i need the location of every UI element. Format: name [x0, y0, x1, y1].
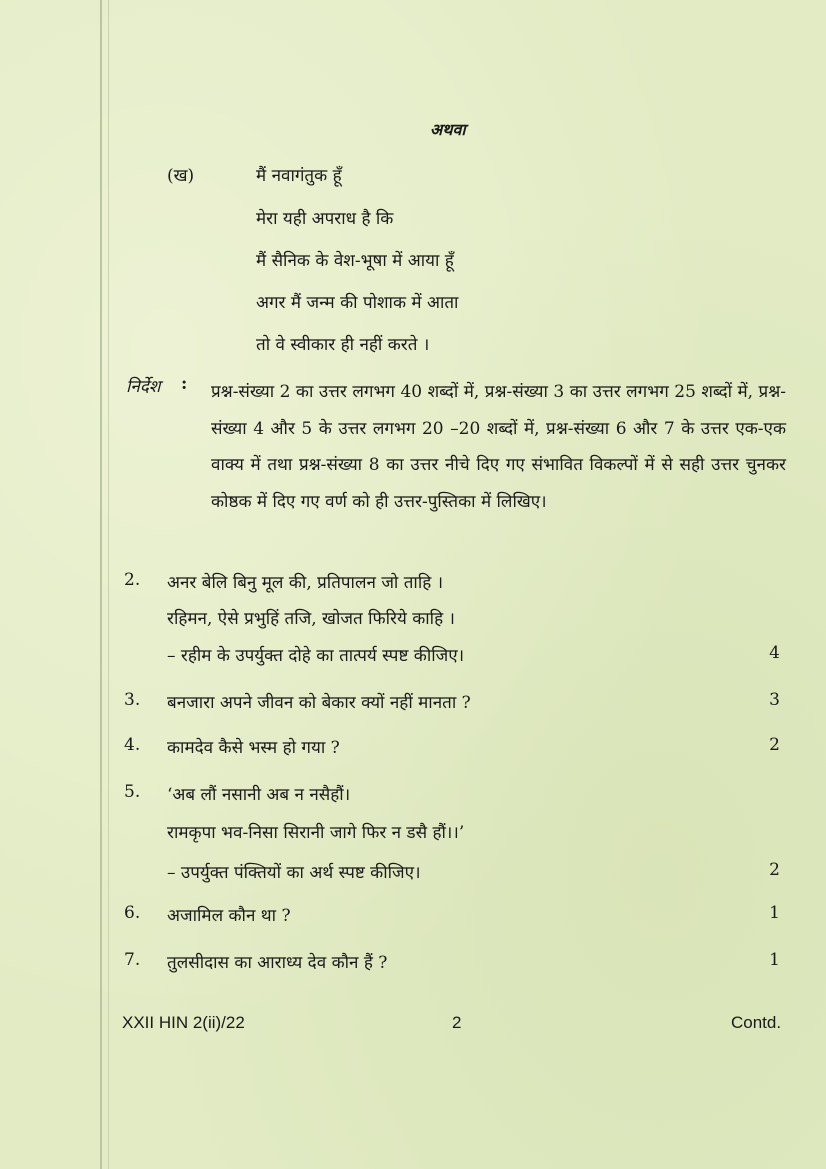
question-line: बनजारा अपने जीवन को बेकार क्यों नहीं मानता ?: [167, 693, 471, 713]
question-marks: 2: [769, 860, 780, 880]
poem-line: मैं सैनिक के वेश-भूषा में आया हूँ: [256, 251, 454, 271]
poem-line: अगर मैं जन्म की पोशाक में आता: [256, 293, 459, 313]
part-kha-label: (ख): [167, 166, 195, 186]
question-line: – रहीम के उपर्युक्त दोहे का तात्पर्य स्पष्ट कीजिए।: [167, 646, 465, 666]
page-number: 2: [452, 1013, 462, 1032]
question-number: 5.: [124, 782, 141, 802]
question-line: अजामिल कौन था ?: [167, 906, 291, 926]
poem-line: मैं नवागंतुक हूँ: [256, 166, 342, 186]
continued-label: Contd.: [731, 1013, 782, 1032]
question-marks: 1: [769, 903, 780, 923]
question-marks: 4: [769, 643, 780, 663]
instructions-colon: :: [181, 374, 188, 394]
question-number: 7.: [124, 950, 141, 970]
question-line: अनर बेलि बिनु मूल की, प्रतिपालन जो ताहि ।: [167, 573, 444, 593]
question-number: 2.: [124, 570, 141, 590]
instructions-text: प्रश्न-संख्या 2 का उत्तर लगभग 40 शब्दों में, प्रश्न-संख्या 3 का उत्तर लगभग 25 शब्दों में, प्रश्न-संख्या 4 और 5 के उत्तर लगभग 20 –20 शब्दों में, प्रश्न-संख्या 6 और 7 के उत्तर एक-एक वाक्य में तथा प्रश्न-संख्या 8 का उत्तर नीचे दिए गए संभावित विकल्पों में से सही उत्तर चुनकर कोष्ठक में दिए गए वर्ण को ही उत्तर-पुस्तिका में लिखिए।: [211, 382, 786, 512]
question-number: 4.: [124, 735, 141, 755]
question-marks: 1: [769, 950, 780, 970]
paper-code: XXII HIN 2(ii)/22: [122, 1013, 245, 1032]
question-line: रामकृपा भव-निसा सिरानी जागे फिर न डसै हौं।।’: [167, 823, 465, 843]
question-marks: 2: [769, 735, 780, 755]
question-line: रहिमन, ऐसे प्रभुहिं तजि, खोजत फिरिये काहि ।: [167, 609, 455, 629]
section-divider: अथवा: [430, 120, 466, 139]
question-line: कामदेव कैसे भस्म हो गया ?: [167, 738, 340, 758]
question-marks: 3: [769, 690, 780, 710]
poem-line: मेरा यही अपराध है कि: [256, 209, 394, 229]
instructions-label: निर्देश: [126, 377, 161, 397]
question-number: 3.: [124, 690, 141, 710]
poem-line: तो वे स्वीकार ही नहीं करते ।: [256, 335, 430, 355]
question-number: 6.: [124, 903, 141, 923]
question-line: ‘अब लौं नसानी अब न नसैहौं।: [167, 785, 351, 805]
question-line: – उपर्युक्त पंक्तियों का अर्थ स्पष्ट कीजिए।: [167, 863, 421, 883]
question-line: तुलसीदास का आराध्य देव कौन हैं ?: [167, 953, 388, 973]
